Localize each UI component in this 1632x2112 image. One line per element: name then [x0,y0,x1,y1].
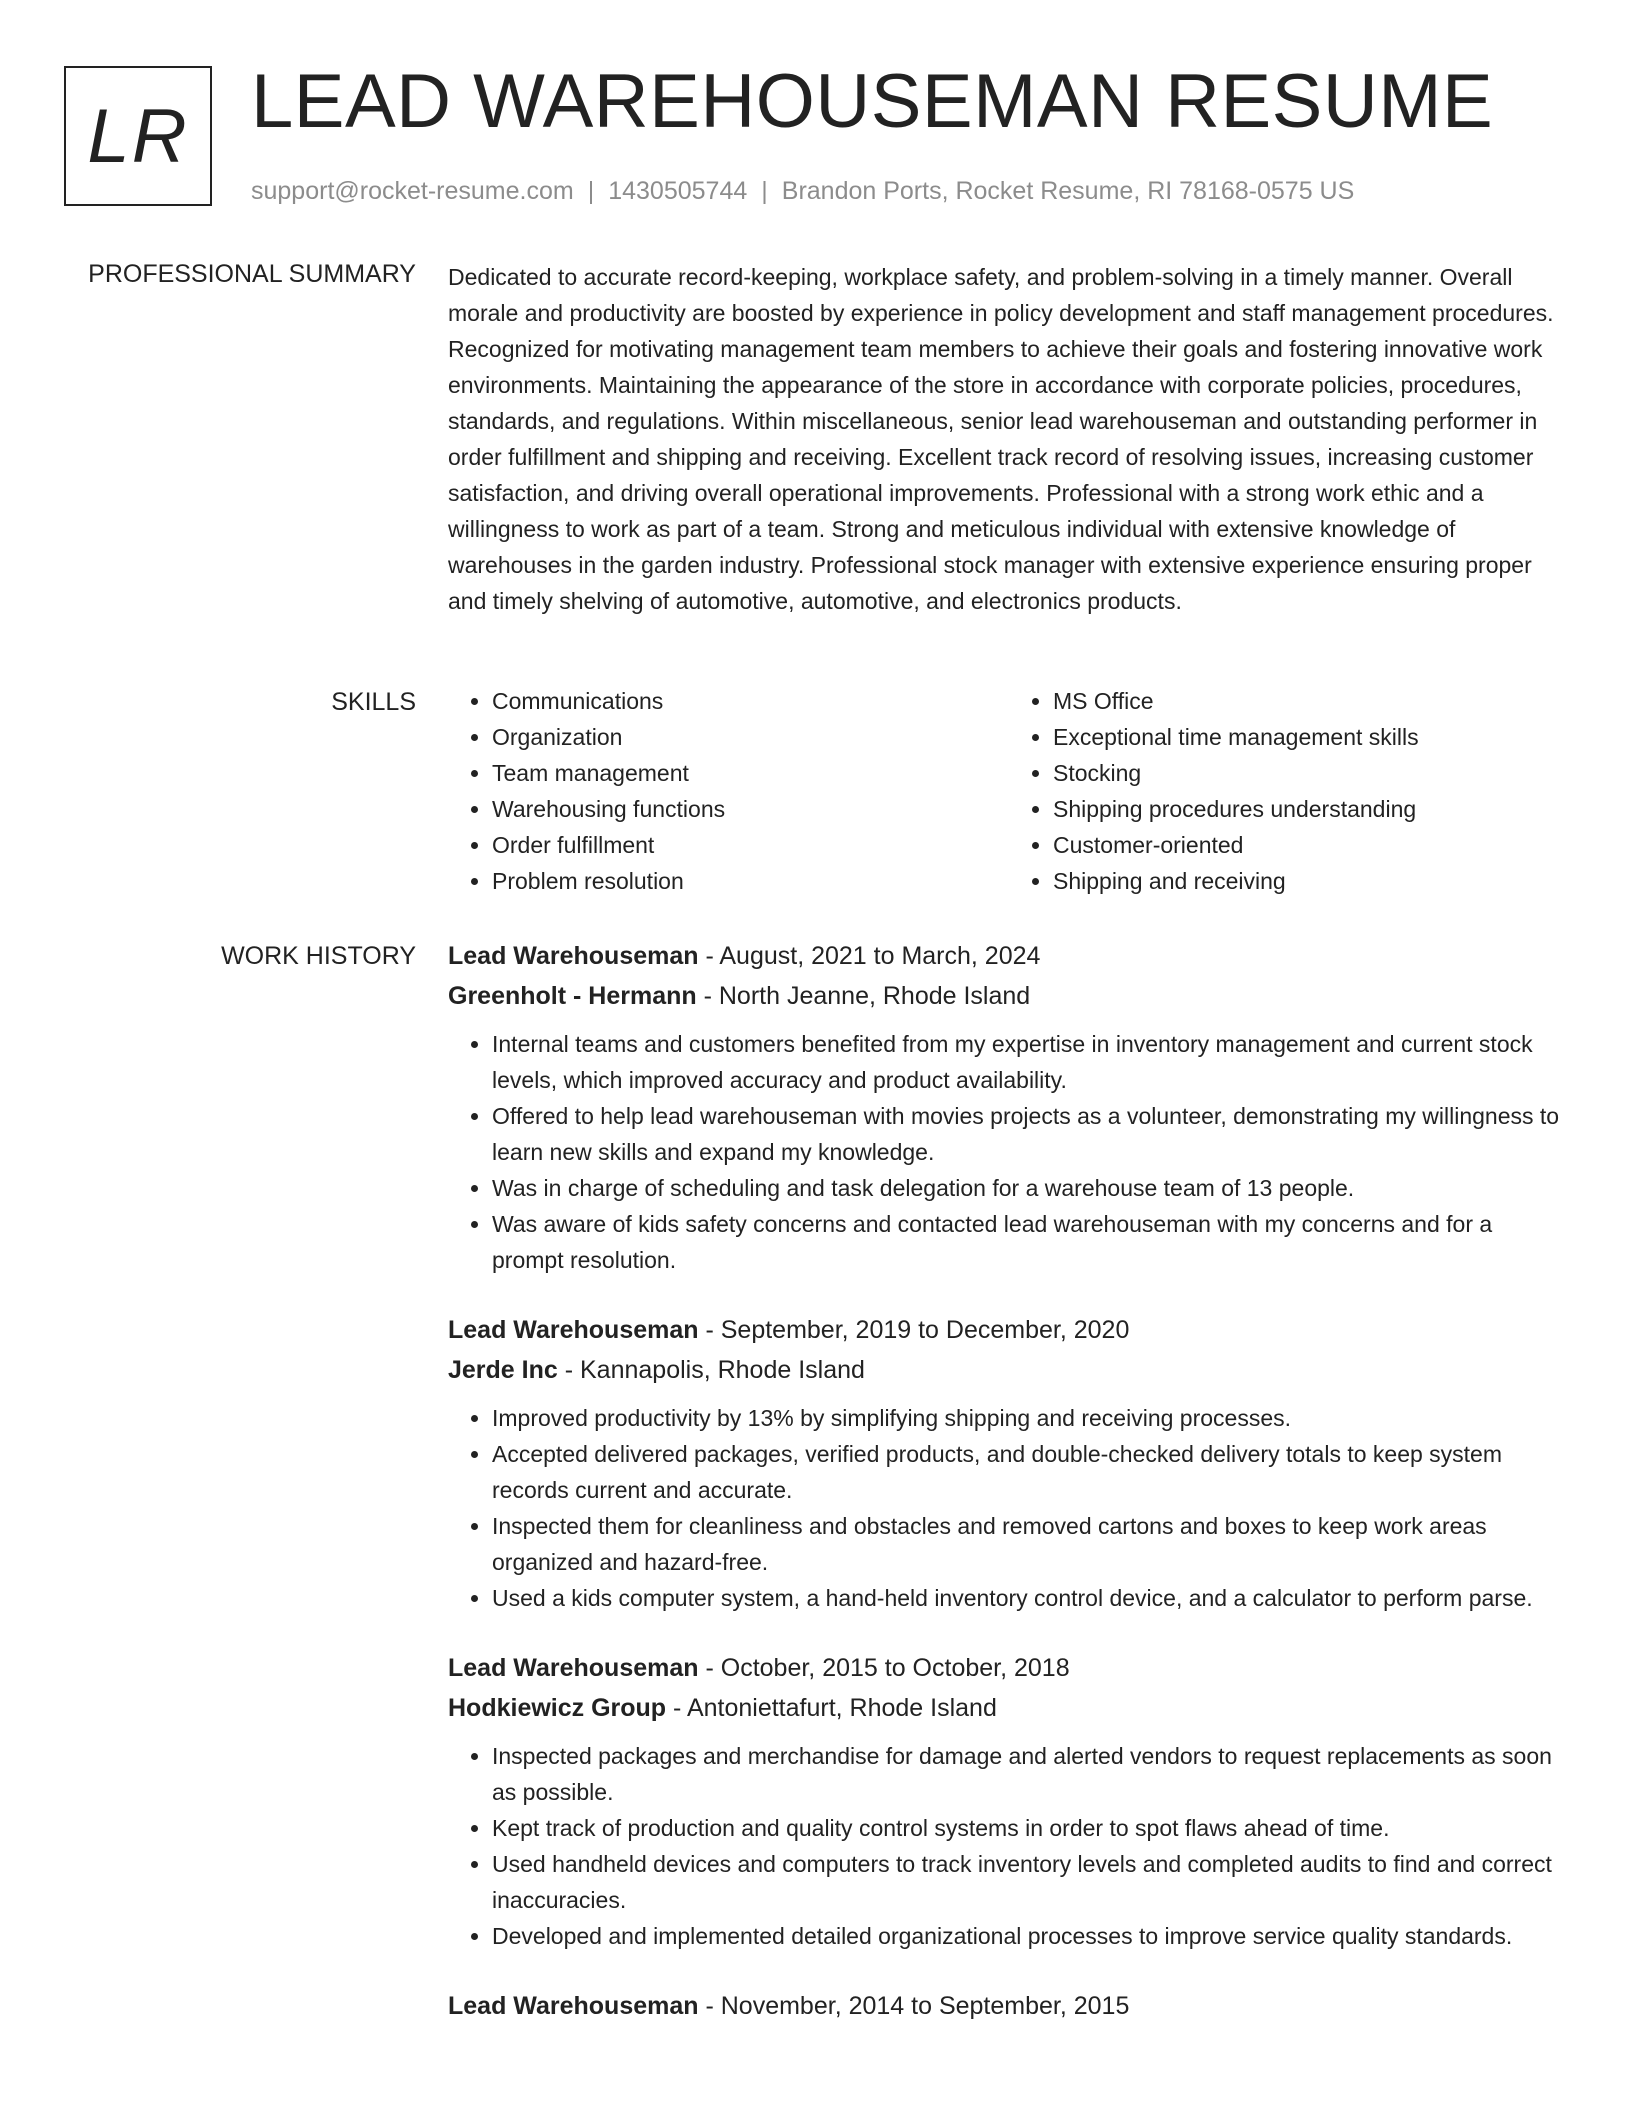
job-bullets [448,1026,1570,1278]
summary-body [448,259,1570,619]
job-entry [448,1648,1570,1954]
job-bullet: • Used handheld devices and computers to track inventory levels and completed audits to find and correct inaccuracies. [492,1846,1570,1918]
job-bullet: • Offered to help lead warehouseman with movies projects as a volunteer, demonstrating my willingness to learn new skills and expand my knowledge. [492,1098,1570,1170]
skills-list-left [448,683,1009,899]
job-company-line [448,976,1570,1016]
section-label-summary: PROFESSIONAL SUMMARY [88,260,416,288]
job-dates: August, 2021 to March, 2024 [719,942,1041,970]
job-entry [448,1310,1570,1616]
job-dates: September, 2019 to December, 2020 [720,1316,1130,1344]
job-bullet: • Improved productivity by 13% by simplifying shipping and receiving processes. [492,1400,1570,1436]
job-bullet: • Inspected them for cleanliness and obstacles and removed cartons and boxes to keep work areas organized and hazard-free. [492,1508,1570,1580]
job-bullet: • Accepted delivered packages, verified products, and double-checked delivery totals to keep system records current and accurate. [492,1436,1570,1508]
contact-address: Brandon Ports, Rocket Resume, RI 78168-0575 US [781,177,1355,205]
job-bullets [448,1400,1570,1616]
job-bullet: • Was in charge of scheduling and task delegation for a warehouse team of 13 people. [492,1170,1570,1206]
job-dates: October, 2015 to October, 2018 [720,1654,1070,1682]
dash: - [698,942,720,970]
job-title-line [448,936,1570,976]
section-label-work-history: WORK HISTORY [221,942,416,970]
job-bullet: • Kept track of production and quality control systems in order to spot flaws ahead of time. [492,1810,1570,1846]
skill-item: • Exceptional time management skills [1053,719,1570,755]
job-bullets [448,1738,1570,1954]
skill-item: • MS Office [1053,683,1570,719]
job-bullet: • Developed and implemented detailed organizational processes to improve service quality standards. [492,1918,1570,1954]
skills-body [448,683,1570,899]
job-location: Antoniettafurt, Rhode Island [686,1694,997,1722]
job-company: Hodkiewicz Group [448,1694,667,1722]
page-title: LEAD WAREHOUSEMAN RESUME [251,59,1494,144]
job-company-line [448,1688,1570,1728]
skill-item: • Stocking [1053,755,1570,791]
skill-item: • Customer-oriented [1053,827,1570,863]
skill-item: • Organization [492,719,1009,755]
contact-email[interactable]: support@rocket-resume.com [251,177,574,205]
skills-list-right [1009,683,1570,899]
contact-phone: 1430505744 [608,177,748,205]
section-label-skills: SKILLS [331,688,416,716]
job-title: Lead Warehouseman [448,942,699,970]
job-title-line [448,1986,1570,2026]
dash: - [698,1654,721,1682]
job-bullet: • Used a kids computer system, a hand-held inventory control device, and a calculator to perform parse. [492,1580,1570,1616]
dash: - [557,1356,580,1384]
job-entry [448,936,1570,1278]
dash: - [696,982,719,1010]
work-history-body [448,936,1570,2058]
job-bullet: • Was aware of kids safety concerns and contacted lead warehouseman with my concerns and for a prompt resolution. [492,1206,1570,1278]
job-location: North Jeanne, Rhode Island [718,982,1031,1010]
job-dates: November, 2014 to September, 2015 [720,1992,1130,2020]
job-title: Lead Warehouseman [448,1992,699,2020]
job-company-line [448,1350,1570,1390]
dash: - [698,1316,721,1344]
summary-text: Dedicated to accurate record-keeping, workplace safety, and problem-solving in a timely manner. Overall morale and productivity are boosted by experience in policy development and staff management procedures. Recognized for motivating management team members to achieve their goals and fostering innovative work environments. Maintaining the appearance of the store in accordance with corporate policies, procedures, standards, and regulations. Within miscellaneous, senior lead warehouseman and outstanding performer in order fulfillment and shipping and receiving. Excellent track record of resolving issues, increasing customer satisfaction, and driving overall operational improvements. Professional with a strong work ethic and a willingness to work as part of a team. Strong and meticulous individual with extensive knowledge of warehouses in the garden industry. Professional stock manager with extensive experience ensuring proper and timely shelving of automotive, automotive, and electronics products. [448,264,1554,614]
contact-line [251,175,1354,207]
skill-item: • Warehousing functions [492,791,1009,827]
monogram-logo: LR [64,66,212,206]
dash: - [666,1694,687,1722]
skills-columns [448,683,1570,899]
job-title: Lead Warehouseman [448,1316,699,1344]
skill-item: • Problem resolution [492,863,1009,899]
job-bullet: • Inspected packages and merchandise for damage and alerted vendors to request replacements as soon as possible. [492,1738,1570,1810]
contact-separator: | [587,177,595,205]
job-bullet: • Internal teams and customers benefited from my expertise in inventory management and current stock levels, which improved accuracy and product availability. [492,1026,1570,1098]
skill-item: • Shipping and receiving [1053,863,1570,899]
skill-item: • Team management [492,755,1009,791]
job-company: Jerde Inc [448,1356,558,1384]
job-company: Greenholt - Hermann [448,982,697,1010]
dash: - [698,1992,721,2020]
job-location: Kannapolis, Rhode Island [580,1356,865,1384]
skill-item: • Communications [492,683,1009,719]
job-entry [448,1986,1570,2026]
job-title-line [448,1310,1570,1350]
job-title-line [448,1648,1570,1688]
contact-separator: | [761,177,768,205]
job-title: Lead Warehouseman [448,1654,699,1682]
skill-item: • Shipping procedures understanding [1053,791,1570,827]
skill-item: • Order fulfillment [492,827,1009,863]
